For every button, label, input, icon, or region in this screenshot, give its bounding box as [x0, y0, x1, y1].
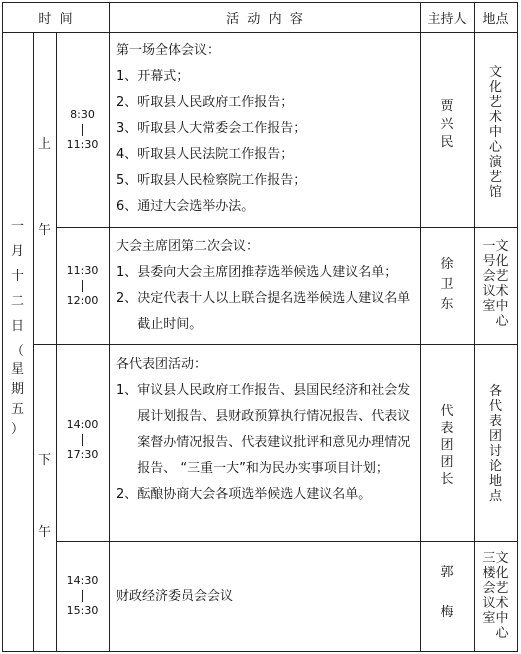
time-range: 8:30 11:30 — [66, 108, 99, 151]
activity-content: 第一场全体会议： 1、 开幕式； 2、 听取县人民政府工作报告； 3、 听取县人大常委会工作报告； 4、 听取县人民法院工作报告； 5、 听取县人民检察院工作报告； 6、 通过大会选举办法。 — [116, 43, 307, 214]
place-name: 文 化 艺 术 中 心 一 号 会 议 室 — [482, 239, 509, 329]
morning-label: 上 午 — [37, 137, 51, 238]
place-name: 文 化 艺 术 中 心 三 楼 会 议 室 — [482, 551, 509, 641]
header-content: 活 动 内 容 — [226, 12, 303, 27]
place-name: 各 代 表 团 讨 论 地 点 — [488, 384, 502, 504]
afternoon-label: 下 午 — [37, 453, 51, 540]
time-range: 14:00 17:30 — [66, 418, 99, 461]
place-name: 文 化 艺 术 中 心 演 艺 馆 — [488, 65, 502, 200]
activity-content: 大会主席团第二次会议： 1、 县委向大会主席团推荐选举候选人建议名单； 2、 决定代表十人以上联合提名选举候选人建议名单截止时间。 — [116, 239, 411, 332]
host-name: 郭 梅 — [440, 565, 454, 620]
header-time: 时 间 — [38, 12, 73, 27]
host-name: 贾 兴 民 — [440, 99, 454, 150]
time-range: 14:30 15:30 — [66, 574, 99, 617]
activity-content: 各代表团活动： 1、 审议县人民政府工作报告、县国民经济和社会发展计划报告、县财政预算执行情况报告、代表议案督办情况报告、代表建议批评和意见办理情况报告、 “三重一大”和为民办实事项目计划； 2、 酝酿协商大会各项选举候选人建议名单。 — [116, 357, 411, 502]
header-place: 地点 — [482, 12, 509, 27]
activity-content: 财政经济委员会会议 — [116, 589, 234, 604]
header-host: 主持人 — [427, 12, 467, 27]
host-name: 代 表 团 团 长 — [440, 404, 454, 487]
day-label: 一 月 十 二 日 （ 星 期 五 ） — [10, 219, 24, 437]
time-range: 11:30 12:00 — [66, 264, 99, 307]
host-name: 徐 卫 东 — [440, 257, 454, 312]
